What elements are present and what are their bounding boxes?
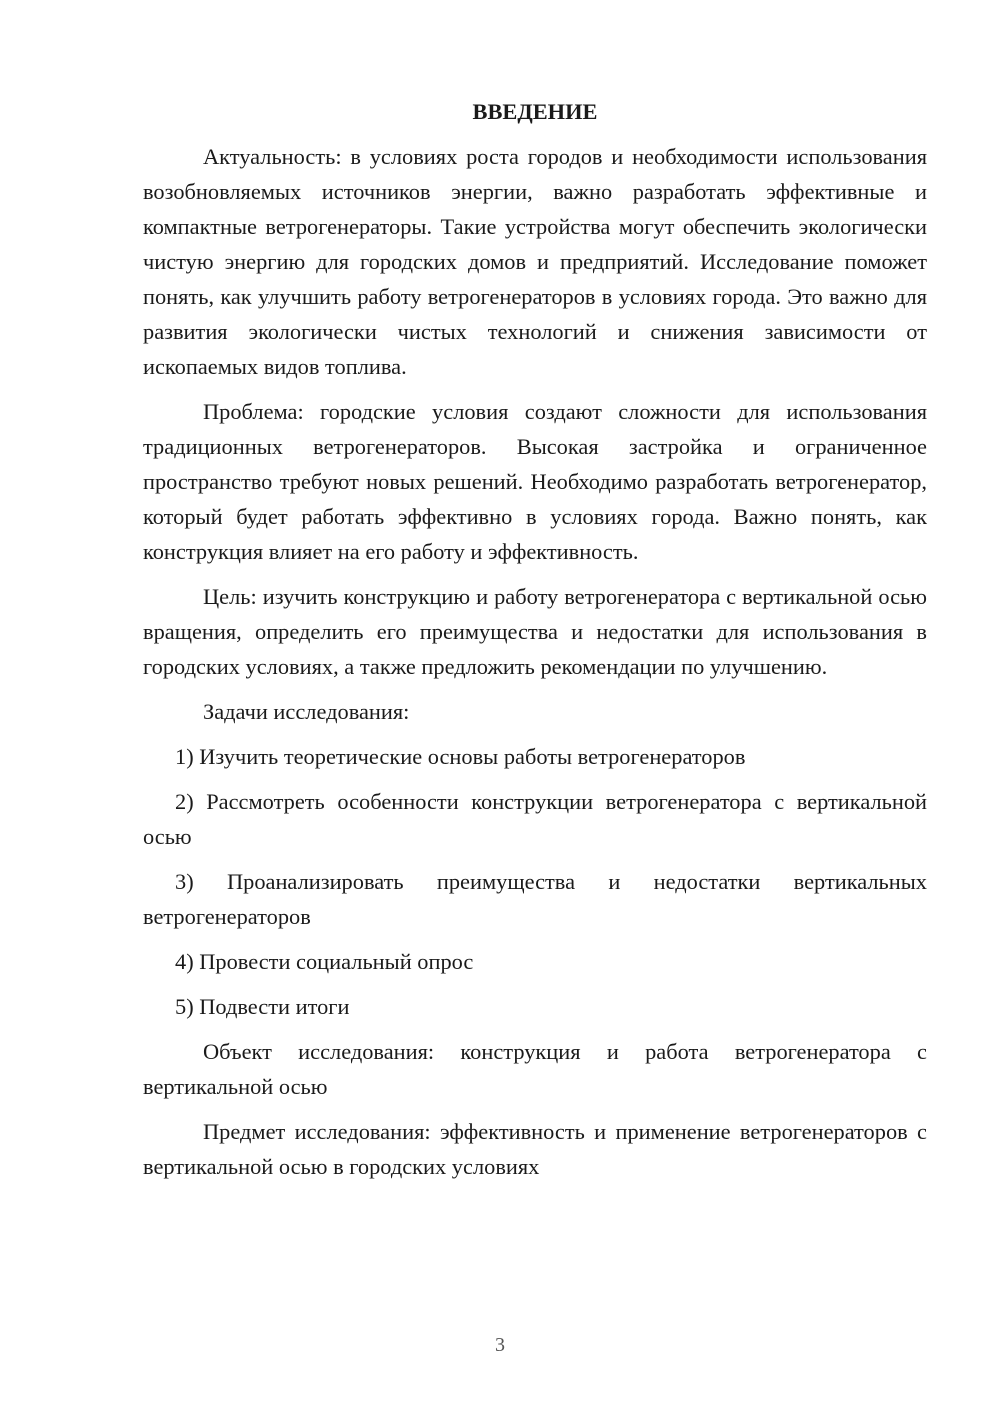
- list-item-task-5: 5) Подвести итоги: [175, 994, 350, 1019]
- list-item-task-2: 2) Рассмотреть особенности конструкции ветрогенератора с вертикальной осью: [143, 789, 927, 849]
- page-number: 3: [495, 1334, 505, 1356]
- paragraph-problem: Проблема: городские условия создают сложности для использования традиционных ветрогенераторов. Высокая застройка и ограниченное пространство требуют новых решений. Необходимо разработать ветрогенератор, который будет работать эффективно в условиях города. Важно понять, как конструкция влияет на его работу и эффективность.: [143, 399, 927, 564]
- list-item-task-1: 1) Изучить теоретические основы работы ветрогенераторов: [175, 744, 746, 769]
- paragraph-goal: Цель: изучить конструкцию и работу ветрогенератора с вертикальной осью вращения, определить его преимущества и недостатки для использования в городских условиях, а также предложить рекомендации по улучшению.: [143, 584, 927, 679]
- tasks-heading: Задачи исследования:: [203, 699, 410, 724]
- list-item-task-3: 3) Проанализировать преимущества и недостатки вертикальных ветрогенераторов: [143, 869, 927, 929]
- paragraph-relevance: Актуальность: в условиях роста городов и необходимости использования возобновляемых источников энергии, важно разработать эффективные и компактные ветрогенераторы. Такие устройства могут обеспечить экологически чистую энергию для городских домов и предприятий. Исследование поможет понять, как улучшить работу ветрогенераторов в условиях города. Это важно для развития экологически чистых технологий и снижения зависимости от ископаемых видов топлива.: [143, 144, 927, 379]
- document-page: [143, 94, 927, 1184]
- paragraph-object: Объект исследования: конструкция и работа ветрогенератора с вертикальной осью: [143, 1039, 927, 1099]
- page-title: ВВЕДЕНИЕ: [472, 99, 598, 124]
- list-item-task-4: 4) Провести социальный опрос: [175, 949, 474, 974]
- paragraph-subject: Предмет исследования: эффективность и применение ветрогенераторов с вертикальной осью в городских условиях: [143, 1119, 927, 1179]
